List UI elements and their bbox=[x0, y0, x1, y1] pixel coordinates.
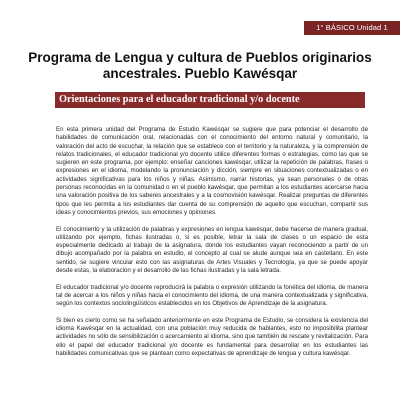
grade-unit-badge: 1° BÁSICO Unidad 1 bbox=[304, 21, 400, 35]
paragraph-1: En esta primera unidad del Programa de Estudio Kawésqar se sugiere que para potenciar el desarrollo de habilidades de comunicación oral, relacionadas con el conocimiento del entorno natural y comunitario, la valoración del acto de escuchar, la relación que se establece con el territorio y la naturaleza, y la comprensión de relatos tradicionales, el educador tradicional y/o docente utilice diferentes formas o estrategias, como las que se sugieren en este programa, por ejemplo: enseñar canciones kawésqar, utilizar la repetición de palabras, frases o expresiones en el idioma, modelando la pronunciación y dicción, siempre en situaciones contextualizadas o en actividades significativas para los niños y niñas. Asimismo, narrar historias, ya sean personales o de otras personas reconocidas en la comunidad o en el pueblo kawésqar, que permitan a los estudiantes acercarse hacia una valoración positiva de los saberes ancestrales y a la cosmovisión kawésqar. Realizar preguntas de diferentes tipos que les permita a los estudiantes dar cuenta de su comprensión de aquello que escuchan, compartir sus ideas y conocimientos previos, sus emociones y opiniones. bbox=[56, 126, 368, 216]
paragraph-3: El educador tradicional y/o docente reproducirá la palabra o expresión utilizando la fonética del idioma, de manera tal de acercar a los niños y niñas hacia el conocimiento del idioma, de una manera contextualizada y significativa, según los contextos sociolingüísticos establecidos en los Objetivos de Aprendizaje de la asignatura. bbox=[56, 283, 368, 308]
paragraph-4: Si bien es cierto como se ha señalado anteriormente en este Programa de Estudio, se considera la existencia del idioma Kawésqar en la actualidad, con una población muy reducida de hablantes, esto no imposibilita plantear actividades no sólo de sensibilización o acercamiento al idioma, sino que también de rescate y revitalización. Para ello el papel del educador tradicional y/o docente es fundamental para desarrollar en los estudiantes las habilidades comunicativas que se plantean como expectativas de aprendizaje de lengua y cultura kawésqar. bbox=[56, 316, 368, 358]
body-text bbox=[56, 126, 368, 367]
page-title: Programa de Lengua y cultura de Pueblos originarios ancestrales. Pueblo Kawésqar bbox=[28, 50, 372, 81]
paragraph-2: El conocimiento y la utilización de palabras y expresiones en lengua kawésqar, debe hacerse de manera gradual, utilizando por ejemplo, fichas ilustradas o, si es posible, letrar la sala de clases o un espacio de esta especialmente dedicado al trabajo de la asignatura, donde los estudiantes vayan reconociendo a partir de un dibujo acompañado por la palabra en estudio, el concepto al cual se alude aunque sea en castellano. En este sentido, se sugiere vincular esto con las asignaturas de Artes Visuales y Tecnología, ya que se puede apoyar desde estas, la elaboración y el desarrollo de las fichas ilustradas y la sala letrada. bbox=[56, 225, 368, 275]
section-heading: Orientaciones para el educador tradicional y/o docente bbox=[55, 92, 365, 108]
